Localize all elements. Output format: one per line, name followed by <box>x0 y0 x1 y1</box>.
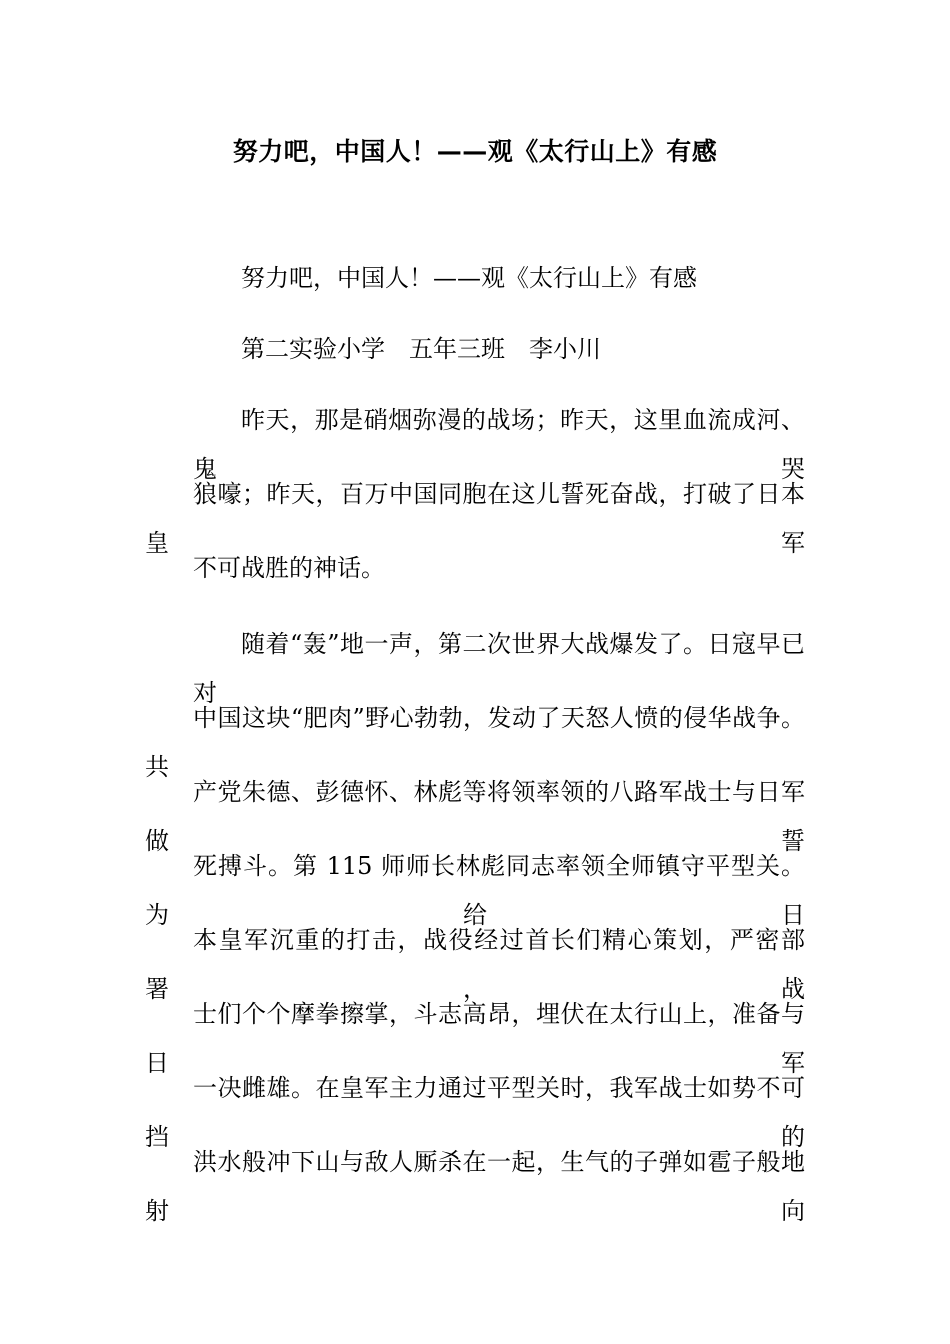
text-line: 士们个个摩拳擦掌，斗志高昂，埋伏在太行山上，准备与日军 <box>145 1000 805 1077</box>
text-line: 洪水般冲下山与敌人厮杀在一起，生气的子弹如雹子般地射向 <box>145 1148 805 1225</box>
text-line: 不可战胜的神话。 <box>193 554 385 582</box>
text-line: 第二实验小学 五年三班 李小川 <box>241 335 601 363</box>
text-line: 死搏斗。第 115 师师长林彪同志率领全师镇守平型关。为给日 <box>145 852 805 929</box>
text-line: 狼嚎；昨天，百万中国同胞在这儿誓死奋战，打破了日本皇军 <box>145 480 805 557</box>
document-title: 努力吧，中国人！——观《太行山上》有感 <box>232 137 718 166</box>
paragraph-1 <box>145 396 805 593</box>
paragraph-2 <box>145 620 805 1225</box>
text-line: 本皇军沉重的打击，战役经过首长们精心策划，严密部署，战 <box>145 926 805 1003</box>
text-line: 产党朱德、彭德怀、林彪等将领率领的八路军战士与日军做誓 <box>145 778 805 855</box>
text-line: 中国这块“肥肉”野心勃勃，发动了天怒人愤的侵华战争。共 <box>145 704 805 781</box>
document-body <box>145 254 805 1225</box>
paragraph-subtitle <box>145 254 805 303</box>
text-line: 随着“轰”地一声，第二次世界大战爆发了。日寇早已对 <box>193 630 805 707</box>
text-line: 一决雌雄。在皇军主力通过平型关时，我军战士如势不可挡的 <box>145 1074 805 1151</box>
paragraph-author <box>145 325 805 374</box>
text-line: 努力吧，中国人！——观《太行山上》有感 <box>241 264 697 292</box>
text-line: 昨天，那是硝烟弥漫的战场；昨天，这里血流成河、鬼哭 <box>193 406 805 483</box>
